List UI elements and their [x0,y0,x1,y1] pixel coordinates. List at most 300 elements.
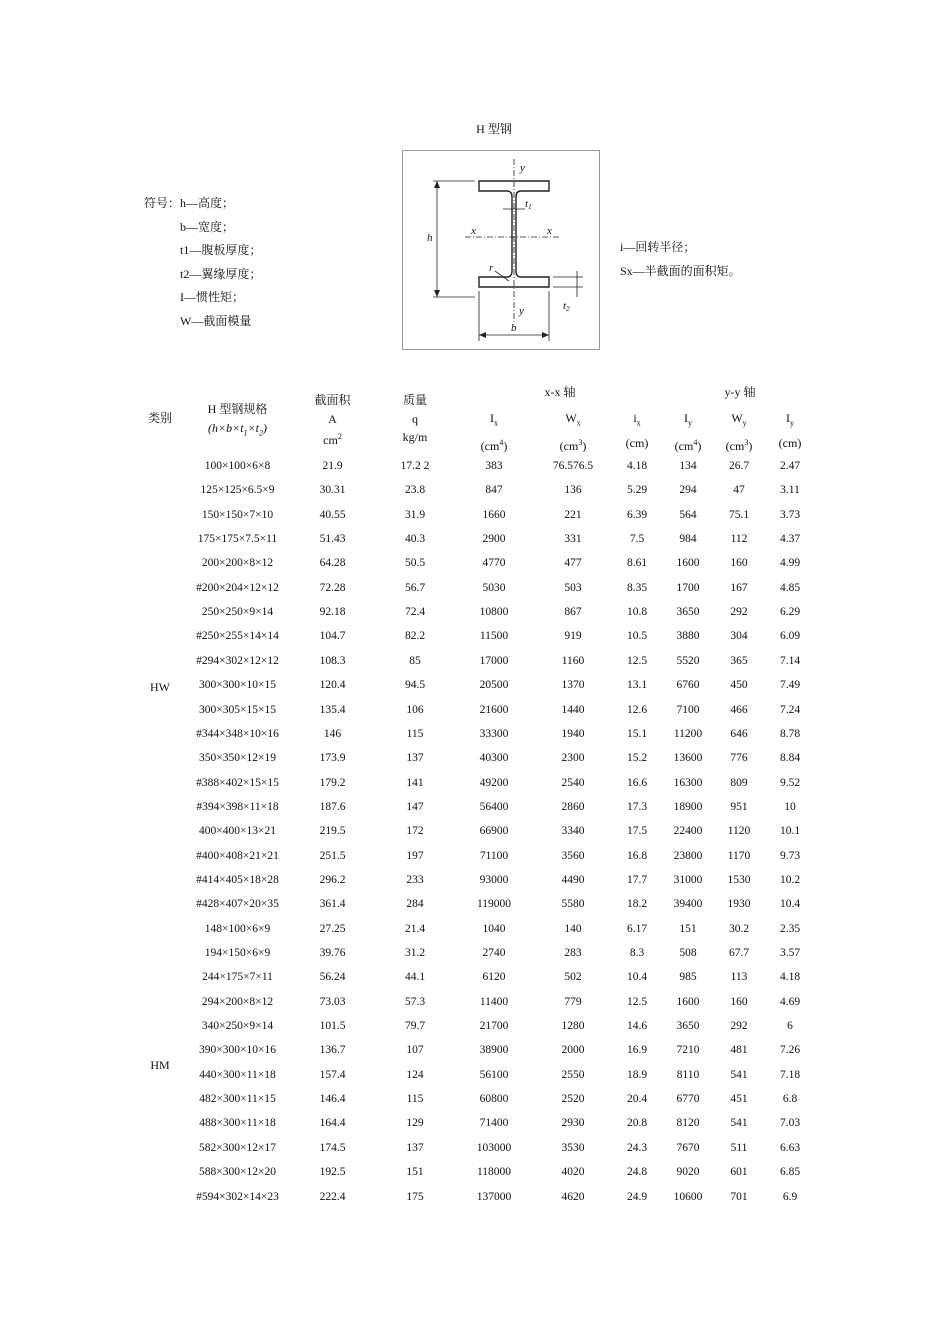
cell-mass: 82.2 [404,630,426,643]
cell-ix: 24.9 [626,1190,648,1203]
cell-iy: 6.9 [782,1190,798,1203]
cell-Wy: 75.1 [728,508,750,521]
cell-ix: 16.6 [626,776,648,789]
b-label: b [511,322,517,334]
cell-Iy: 22400 [673,825,703,838]
cell-spec: 194×150×6×9 [204,947,271,959]
cell-iy: 4.18 [779,971,801,984]
cell-Wx: 2540 [561,776,585,789]
cell-mass: 129 [406,1117,424,1130]
cell-iy: 6.85 [779,1166,801,1179]
cell-spec: #250×255×14×14 [196,630,279,643]
cell-ix: 12.5 [626,995,648,1008]
table-row [0,848,950,872]
cell-area: 104.7 [319,630,346,643]
cell-mass: 31.9 [404,508,426,521]
cell-ix: 16.8 [626,849,648,862]
cell-ix: 7.5 [629,533,645,546]
table-row [0,628,950,652]
cell-ix: 6.17 [626,922,648,935]
cell-area: 146 [323,727,342,740]
cell-mass: 147 [406,800,424,813]
cell-iy: 3.57 [779,947,801,959]
cell-iy: 4.85 [779,581,801,594]
table-row [0,1189,950,1213]
cell-spec: 250×250×9×14 [201,606,274,619]
table-row [0,482,950,506]
cell-iy: 4.37 [779,533,801,546]
cell-Wx: 140 [564,922,582,935]
cell-Iy: 7100 [676,703,700,716]
cell-iy: 6.29 [779,606,801,619]
cell-mass: 124 [406,1068,424,1081]
cell-Iy: 985 [679,971,697,984]
cell-ix: 8.3 [629,947,645,959]
cell-spec: #344×348×10×16 [196,727,279,740]
cell-ix: 12.5 [626,654,648,667]
cell-area: 51.43 [319,533,346,546]
cell-ix: 15.1 [626,727,648,740]
cell-spec: 350×350×12×19 [199,752,276,765]
table-row [0,702,950,726]
cell-Wy: 1530 [727,873,751,886]
cell-spec: #388×402×15×15 [196,776,279,789]
cell-Wy: 160 [730,557,748,570]
header-yy-axis: y-y 轴 [724,385,756,399]
cell-area: 135.4 [319,703,346,716]
cell-mass: 57.3 [404,995,426,1008]
group-label-hw: HW [150,680,170,694]
cell-spec: #294×302×12×12 [196,654,279,667]
cell-iy: 9.52 [779,776,801,789]
cell-spec: 488×300×11×18 [199,1117,276,1130]
cell-Wx: 3340 [561,825,585,838]
header-Wx-unit: $(cm^3)$ [559,438,587,453]
header-mass-symbol: q [412,412,418,426]
cell-spec: 175×175×7.5×11 [197,533,278,546]
cell-Wy: 776 [730,752,748,765]
cell-area: 73.03 [319,995,346,1008]
table-row [0,799,950,823]
cell-Wx: 1160 [561,654,585,667]
cell-area: 101.5 [319,1020,346,1033]
cell-Iy: 1600 [676,557,700,570]
cell-Wx: 2300 [561,752,585,765]
y-top-label: y [520,162,525,174]
cell-spec: #414×405×18×28 [196,873,279,886]
cell-spec: 150×150×7×10 [201,508,274,521]
h-beam-diagram [402,150,600,350]
cell-Iy: 10600 [673,1190,703,1203]
cell-ix: 5.29 [626,484,648,497]
cell-spec: 100×100×6×8 [204,460,271,472]
cell-Iy: 5520 [676,654,700,667]
cell-Wx: 1280 [561,1020,585,1033]
cell-Wx: 76.576.5 [552,460,594,472]
table-row [0,1140,950,1164]
cell-Wy: 112 [730,533,748,546]
cell-ix: 6.39 [626,508,648,521]
cell-area: 39.76 [319,947,346,959]
cell-Iy: 7210 [676,1044,700,1057]
cell-Iy: 294 [679,484,697,497]
legend-line: W—截面模量 [180,313,252,328]
table-row [0,750,950,774]
cell-area: 222.4 [319,1190,346,1203]
cell-mass: 21.4 [404,922,426,935]
cell-area: 136.7 [319,1044,346,1057]
cell-Wx: 2000 [561,1044,585,1057]
cell-Ix: 11500 [479,630,509,643]
x-right-label: x [547,225,552,237]
cell-ix: 10.4 [626,971,648,984]
cell-iy: 7.24 [779,703,801,716]
legend-line: t1—腹板厚度； [180,243,262,257]
cell-iy: 6.09 [779,630,801,643]
cell-area: 21.9 [322,460,343,472]
cell-ix: 10.8 [626,606,648,619]
header-area-symbol: A [328,412,337,426]
cell-Wx: 1940 [561,727,585,740]
cell-Iy: 31000 [673,873,703,886]
cell-Wx: 502 [564,971,582,984]
cell-area: 64.28 [319,557,346,570]
cell-Iy: 18900 [673,800,703,813]
header-Ix: $I_x$ [490,411,498,428]
cell-Ix: 56400 [479,800,509,813]
table-row [0,604,950,628]
cell-area: 219.5 [319,825,346,838]
cell-ix: 12.6 [626,703,648,716]
cell-ix: 20.8 [626,1117,648,1130]
cell-iy: 2.47 [779,460,801,472]
cell-Iy: 984 [679,533,697,546]
cell-spec: 244×175×7×11 [202,971,273,984]
cell-Wx: 867 [564,606,582,619]
cell-Ix: 60800 [479,1093,509,1106]
legend-line: t2—翼缘厚度； [180,266,262,281]
cell-Wx: 779 [564,995,582,1008]
cell-mass: 106 [406,703,424,716]
cell-mass: 85 [409,654,421,667]
cell-Ix: 33300 [479,727,509,740]
table-row [0,921,950,945]
cell-Ix: 119000 [476,898,512,911]
cell-ix: 17.7 [626,873,648,886]
cell-Wx: 3530 [561,1141,585,1154]
cell-Ix: 11400 [479,995,509,1008]
cell-iy: 7.14 [779,654,801,667]
legend-line: Sx—半截面的面积矩。 [620,263,741,278]
cell-Ix: 10800 [479,606,509,619]
cell-area: 157.4 [319,1068,346,1081]
cell-ix: 8.35 [626,581,648,594]
table-row [0,1042,950,1066]
cell-Ix: 383 [485,460,503,472]
cell-Iy: 23800 [673,849,703,862]
symbol-legend [144,192,261,333]
cell-spec: #428×407×20×35 [196,898,279,911]
cell-area: 108.3 [319,654,346,667]
t1-label: t1 [525,198,532,211]
cell-Wy: 167 [730,581,748,594]
cell-area: 173.9 [319,752,346,765]
table-row [0,945,950,969]
cell-iy: 6 [787,1020,793,1033]
cell-Wx: 4620 [561,1190,585,1203]
cell-area: 187.6 [319,800,346,813]
cell-spec: #200×204×12×12 [196,581,279,594]
table-row [0,1018,950,1042]
cell-Iy: 3650 [676,1020,700,1033]
cell-Ix: 6120 [482,971,506,984]
cell-area: 179.2 [319,776,346,789]
cell-Ix: 1660 [482,508,506,521]
cell-mass: 284 [406,898,424,911]
cell-ix: 18.2 [626,898,648,911]
x-left-label: x [471,225,476,237]
header-iy-unit: (cm) [778,436,802,450]
cell-area: 30.31 [319,484,346,497]
cell-iy: 6.8 [782,1093,798,1106]
cell-spec: #594×302×14×23 [196,1190,279,1203]
cell-ix: 17.3 [626,800,648,813]
symbol-legend-right [620,236,741,283]
table-row [0,653,950,677]
cell-spec: 125×125×6.5×9 [200,484,275,497]
cell-mass: 115 [406,727,424,740]
cell-Iy: 508 [679,947,697,959]
cell-iy: 9.73 [779,849,801,862]
cell-Ix: 17000 [479,654,509,667]
cell-Ix: 49200 [479,776,509,789]
header-area-unit: $cm^2$ [323,432,342,447]
cell-Iy: 9020 [676,1166,700,1179]
cell-area: 146.4 [319,1093,346,1106]
table-row [0,775,950,799]
cell-area: 361.4 [319,898,346,911]
cell-area: 192.5 [319,1166,346,1179]
cell-mass: 40.3 [404,533,426,546]
cell-Wy: 292 [730,1020,748,1033]
cell-Iy: 8120 [676,1117,700,1130]
cell-spec: 148×100×6×9 [204,922,271,935]
cell-Wy: 601 [730,1166,748,1179]
cell-spec: 582×300×12×17 [199,1141,276,1154]
cell-iy: 7.18 [779,1068,801,1081]
cell-mass: 94.5 [404,679,426,692]
h-label: h [427,232,433,244]
cell-ix: 4.18 [626,460,648,472]
cell-Wx: 1440 [561,703,585,716]
cell-area: 56.24 [319,971,346,984]
cell-Iy: 3880 [676,630,700,643]
cell-Wx: 221 [564,508,582,521]
header-xx-axis: x-x 轴 [544,385,576,399]
cell-mass: 56.7 [404,581,426,594]
cell-Iy: 3650 [676,606,700,619]
cell-iy: 10.1 [779,825,801,838]
cell-Ix: 21600 [479,703,509,716]
cell-Iy: 39400 [673,898,703,911]
cell-Wy: 1170 [727,849,751,862]
cell-mass: 175 [406,1190,424,1203]
t2-label: t2 [563,300,570,313]
cell-Iy: 8110 [676,1068,700,1081]
cell-ix: 13.1 [626,679,648,692]
cell-mass: 151 [406,1166,424,1179]
cell-Wy: 450 [730,679,748,692]
cell-area: 164.4 [319,1117,346,1130]
cell-mass: 17.2 2 [400,460,430,472]
table-row [0,896,950,920]
cell-Ix: 71100 [479,849,509,862]
cell-iy: 4.69 [779,995,801,1008]
cell-spec: 300×305×15×15 [199,703,276,716]
cell-mass: 44.1 [404,971,426,984]
table-row [0,994,950,1018]
cell-area: 72.28 [319,581,346,594]
legend-line: I—惯性矩； [180,290,244,304]
legend-line: 符号：h—高度； [144,196,235,210]
cell-Iy: 11200 [673,727,703,740]
cell-Wy: 26.7 [728,460,750,472]
table-row [0,1115,950,1139]
cell-Iy: 13600 [673,752,703,765]
header-spec-formula: $(h\times b\times t_1\times t_2)$ [208,421,267,438]
cell-Ix: 2900 [482,533,506,546]
cell-Wy: 113 [730,971,748,984]
cell-Wx: 331 [564,533,582,546]
group-label-hm: HM [150,1058,170,1072]
cell-Ix: 1040 [482,922,506,935]
cell-mass: 233 [406,873,424,886]
cell-Wx: 136 [564,484,582,497]
cell-Wy: 701 [730,1190,748,1203]
cell-area: 251.5 [319,849,346,862]
cell-iy: 6.63 [779,1141,801,1154]
cell-Iy: 6760 [676,679,700,692]
cell-spec: 588×300×12×20 [199,1166,276,1179]
cell-area: 296.2 [319,873,346,886]
cell-Wx: 2930 [561,1117,585,1130]
cell-spec: 440×300×11×18 [199,1068,276,1081]
cell-iy: 8.78 [779,727,801,740]
r-label: r [489,262,494,274]
cell-iy: 10.4 [779,898,801,911]
table-row [0,969,950,993]
cell-Wx: 1370 [561,679,585,692]
cell-area: 27.25 [319,922,346,935]
cell-ix: 18.9 [626,1068,648,1081]
header-ix: $i_x$ [633,411,641,428]
cell-Ix: 847 [485,484,503,497]
cell-Wy: 511 [730,1141,748,1154]
cell-Wy: 160 [730,995,748,1008]
cell-Iy: 1600 [676,995,700,1008]
cell-Ix: 103000 [476,1141,512,1154]
header-ix-unit: (cm) [625,436,649,450]
header-iy: $I_y$ [786,411,794,428]
cell-Wx: 2520 [561,1093,585,1106]
page-title: H 型钢 [476,122,512,136]
header-Iy: $I_y$ [684,411,692,428]
cell-spec: #400×408×21×21 [196,849,279,862]
cell-Wx: 503 [564,581,582,594]
cell-Wy: 541 [730,1068,748,1081]
cell-ix: 24.8 [626,1166,648,1179]
table-row [0,726,950,750]
cell-Wy: 809 [730,776,748,789]
header-area: 截面积 [314,393,351,407]
cell-Wy: 365 [730,654,748,667]
cell-Iy: 134 [679,460,697,472]
cell-Wy: 292 [730,606,748,619]
h-beam-section-icon [403,151,599,349]
cell-Iy: 151 [679,922,697,935]
cell-mass: 141 [406,776,424,789]
cell-ix: 24.3 [626,1141,648,1154]
cell-Ix: 118000 [476,1166,512,1179]
cell-iy: 4.99 [779,557,801,570]
cell-Wy: 481 [730,1044,748,1057]
cell-mass: 31.2 [404,947,426,959]
cell-Iy: 564 [679,508,697,521]
cell-Ix: 21700 [479,1020,509,1033]
table-row [0,1067,950,1091]
cell-Ix: 5030 [482,581,506,594]
cell-Wx: 5580 [561,898,585,911]
cell-spec: 400×400×13×21 [199,825,276,838]
cell-Ix: 4770 [482,557,506,570]
cell-iy: 3.11 [780,484,800,497]
cell-ix: 15.2 [626,752,648,765]
cell-spec: 300×300×10×15 [199,679,276,692]
cell-area: 40.55 [319,508,346,521]
table-row [0,1091,950,1115]
table-row [0,580,950,604]
cell-Wy: 304 [730,630,748,643]
cell-Wx: 283 [564,947,582,959]
table-row [0,677,950,701]
header-spec: H 型钢规格 [207,402,268,416]
cell-Wy: 951 [730,800,748,813]
table-row [0,823,950,847]
cell-Wx: 4020 [561,1166,585,1179]
cell-mass: 50.5 [404,557,426,570]
cell-iy: 10.2 [779,873,801,886]
header-mass-unit: kg/m [402,430,428,444]
cell-area: 92.18 [319,606,346,619]
cell-iy: 8.84 [779,752,801,765]
cell-Ix: 71400 [479,1117,509,1130]
cell-Wy: 30.2 [728,922,750,935]
cell-Ix: 20500 [479,679,509,692]
cell-mass: 172 [406,825,424,838]
table-row [0,1164,950,1188]
header-Wy: $W_y$ [731,411,747,428]
cell-Wy: 451 [730,1093,748,1106]
cell-Wy: 646 [730,727,748,740]
header-mass: 质量 [402,393,427,407]
cell-Ix: 40300 [479,752,509,765]
header-category: 类别 [147,411,172,425]
legend-line: b—宽度； [180,219,235,234]
cell-Iy: 1700 [676,581,700,594]
cell-mass: 137 [406,1141,424,1154]
cell-spec: 340×250×9×14 [201,1020,274,1033]
cell-Ix: 137000 [476,1190,512,1203]
